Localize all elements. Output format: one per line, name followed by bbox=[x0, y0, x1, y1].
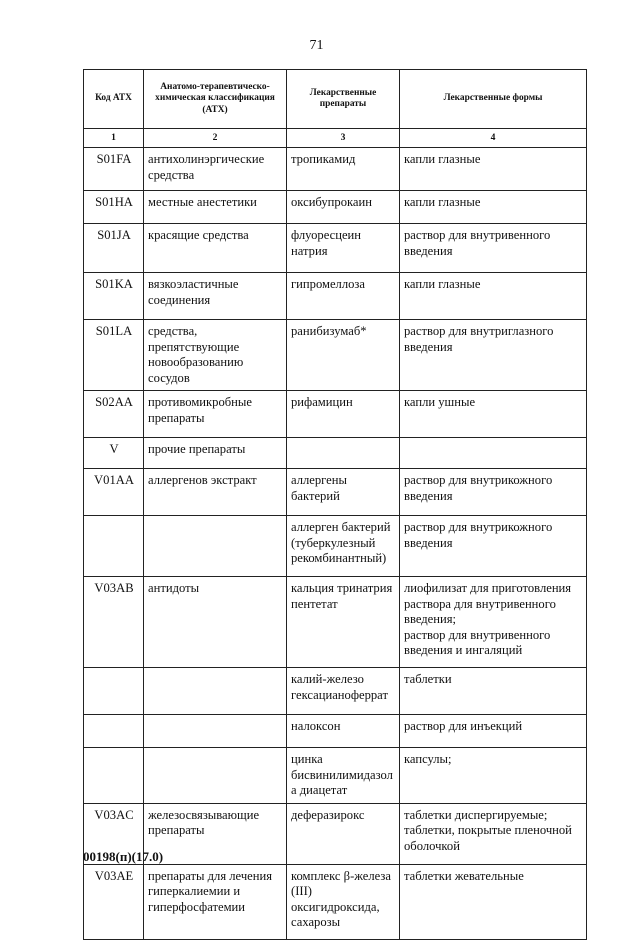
header-code: Код АТХ bbox=[84, 70, 144, 129]
atx-code-cell: V03AE bbox=[84, 864, 144, 939]
classification-cell: антидоты bbox=[144, 577, 287, 668]
page-number: 71 bbox=[309, 38, 324, 53]
drug-cell: цинка бисвинилимидазола диацетат bbox=[287, 748, 400, 804]
drug-cell: флуоресцеин натрия bbox=[287, 224, 400, 273]
atx-code-cell: V03AB bbox=[84, 577, 144, 668]
drug-cell: оксибупрокаин bbox=[287, 191, 400, 224]
column-number: 3 bbox=[287, 129, 400, 148]
drug-cell: ранибизумаб* bbox=[287, 320, 400, 391]
table-row bbox=[84, 224, 587, 273]
atx-code-cell bbox=[84, 715, 144, 748]
form-cell: раствор для внутривенного введения bbox=[400, 224, 587, 273]
drug-cell: комплекс β-железа (III) оксигидроксида, сахарозы bbox=[287, 864, 400, 939]
form-cell: раствор для инъекций bbox=[400, 715, 587, 748]
table-row bbox=[84, 391, 587, 438]
form-cell: лиофилизат для приготовления раствора для внутривенного введения; раствор для внутривенного введения и ингаляций bbox=[400, 577, 587, 668]
table-row bbox=[84, 864, 587, 939]
classification-cell bbox=[144, 516, 287, 577]
classification-cell: антихолинэргические средства bbox=[144, 148, 287, 191]
classification-cell: препараты для лечения гиперкалиемии и гиперфосфатемии bbox=[144, 864, 287, 939]
form-cell: капсулы; bbox=[400, 748, 587, 804]
atx-code-cell: V01AA bbox=[84, 469, 144, 516]
drug-cell: тропикамид bbox=[287, 148, 400, 191]
column-number-row bbox=[84, 129, 587, 148]
classification-cell: железосвязывающие препараты bbox=[144, 803, 287, 864]
document-footer-code: 00198(п)(17.0) bbox=[83, 849, 164, 864]
form-cell bbox=[400, 438, 587, 469]
drug-cell: гипромеллоза bbox=[287, 273, 400, 320]
header-drugs: Лекарственные препараты bbox=[287, 70, 400, 129]
table-row bbox=[84, 668, 587, 715]
atx-code-cell: S01FA bbox=[84, 148, 144, 191]
table-row bbox=[84, 320, 587, 391]
table-row bbox=[84, 577, 587, 668]
atx-code-cell bbox=[84, 748, 144, 804]
table-row bbox=[84, 748, 587, 804]
atx-code-cell bbox=[84, 516, 144, 577]
atx-code-cell: V bbox=[84, 438, 144, 469]
table-row bbox=[84, 715, 587, 748]
drug-cell: рифамицин bbox=[287, 391, 400, 438]
form-cell: капли глазные bbox=[400, 191, 587, 224]
classification-cell: средства, препятствующие новообразованию сосудов bbox=[144, 320, 287, 391]
atx-code-cell: V03AC bbox=[84, 803, 144, 864]
form-cell: капли глазные bbox=[400, 148, 587, 191]
form-cell: таблетки диспергируемые; таблетки, покрытые пленочной оболочкой bbox=[400, 803, 587, 864]
classification-cell: красящие средства bbox=[144, 224, 287, 273]
atx-code-cell bbox=[84, 668, 144, 715]
atx-code-cell: S01LA bbox=[84, 320, 144, 391]
column-number: 2 bbox=[144, 129, 287, 148]
form-cell: капли ушные bbox=[400, 391, 587, 438]
classification-cell: противомикробные препараты bbox=[144, 391, 287, 438]
classification-cell bbox=[144, 668, 287, 715]
column-number: 4 bbox=[400, 129, 587, 148]
table-row bbox=[84, 191, 587, 224]
drug-cell: аллерген бактерий (туберкулезный рекомбинантный) bbox=[287, 516, 400, 577]
classification-cell: местные анестетики bbox=[144, 191, 287, 224]
drug-cell: деферазирокс bbox=[287, 803, 400, 864]
header-classification: Анатомо-терапевтическо-химическая классификация (АТХ) bbox=[144, 70, 287, 129]
drug-cell: налоксон bbox=[287, 715, 400, 748]
form-cell: таблетки жевательные bbox=[400, 864, 587, 939]
classification-cell bbox=[144, 748, 287, 804]
atx-code-cell: S01HA bbox=[84, 191, 144, 224]
atx-code-cell: S01JA bbox=[84, 224, 144, 273]
table-row bbox=[84, 148, 587, 191]
header-forms: Лекарственные формы bbox=[400, 70, 587, 129]
drug-cell: кальция тринатрия пентетат bbox=[287, 577, 400, 668]
header-row bbox=[84, 70, 587, 129]
form-cell: таблетки bbox=[400, 668, 587, 715]
classification-cell bbox=[144, 715, 287, 748]
form-cell: капли глазные bbox=[400, 273, 587, 320]
table-row bbox=[84, 516, 587, 577]
form-cell: раствор для внутрикожного введения bbox=[400, 516, 587, 577]
classification-cell: аллергенов экстракт bbox=[144, 469, 287, 516]
atx-code-cell: S01KA bbox=[84, 273, 144, 320]
table-row bbox=[84, 469, 587, 516]
table-row bbox=[84, 273, 587, 320]
drug-cell bbox=[287, 438, 400, 469]
atx-table bbox=[83, 69, 587, 940]
table-row bbox=[84, 438, 587, 469]
drug-cell: калий-железо гексацианоферрат bbox=[287, 668, 400, 715]
form-cell: раствор для внутрикожного введения bbox=[400, 469, 587, 516]
classification-cell: прочие препараты bbox=[144, 438, 287, 469]
column-number: 1 bbox=[84, 129, 144, 148]
table-body bbox=[84, 148, 587, 940]
classification-cell: вязкоэластичные соединения bbox=[144, 273, 287, 320]
form-cell: раствор для внутриглазного введения bbox=[400, 320, 587, 391]
drug-cell: аллергены бактерий bbox=[287, 469, 400, 516]
atx-code-cell: S02AA bbox=[84, 391, 144, 438]
